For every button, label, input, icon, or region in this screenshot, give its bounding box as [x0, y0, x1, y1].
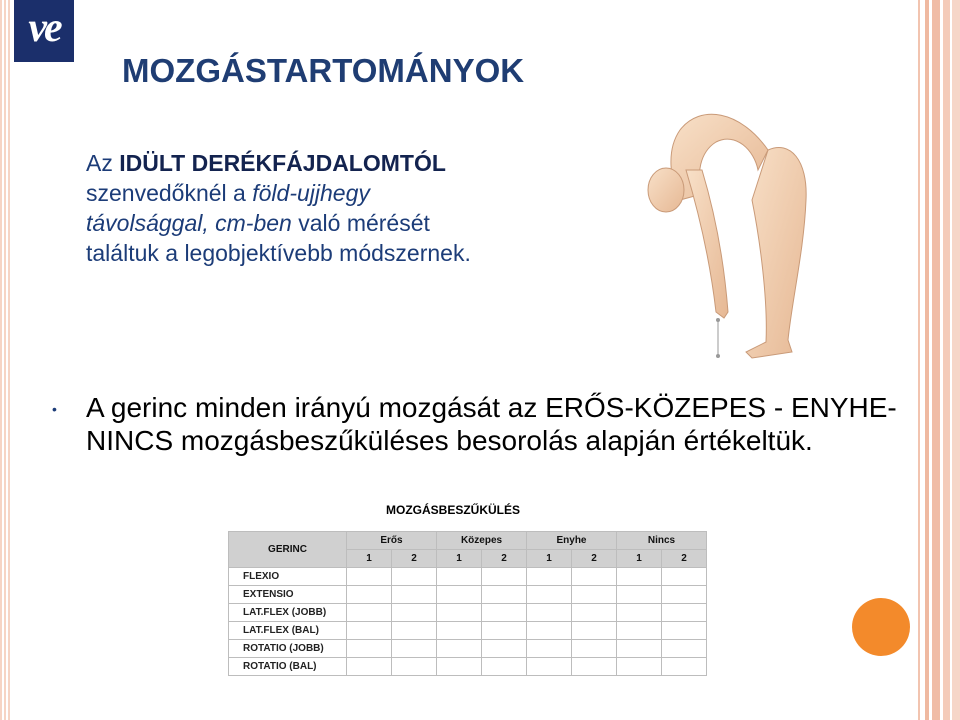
table-cell[interactable] [527, 604, 572, 622]
table-cell[interactable] [617, 622, 662, 640]
row-header: GERINC [229, 532, 347, 568]
sub-header: 2 [662, 550, 707, 568]
intro-highlight: IDÜLT DERÉKFÁJDALOMTÓL [119, 150, 446, 176]
table-cell[interactable] [482, 622, 527, 640]
slide-title: MOZGÁSTARTOMÁNYOK [122, 52, 525, 89]
intro-prefix: Az [86, 150, 120, 176]
table-cell[interactable] [572, 568, 617, 586]
table-row [229, 658, 707, 676]
left-decorative-stripes [0, 0, 10, 720]
logo [14, 0, 74, 62]
table-cell[interactable] [437, 604, 482, 622]
table-group-header-row [229, 532, 707, 550]
sub-header: 1 [527, 550, 572, 568]
table-cell[interactable] [527, 640, 572, 658]
table-cell[interactable] [527, 658, 572, 676]
table-cell[interactable] [572, 586, 617, 604]
row-label: ROTATIO (JOBB) [229, 640, 347, 658]
table-row [229, 640, 707, 658]
intro-line2-b: föld-ujjhegy [252, 180, 370, 206]
table-cell[interactable] [617, 658, 662, 676]
table-cell[interactable] [437, 640, 482, 658]
table-cell[interactable] [617, 604, 662, 622]
table-row [229, 604, 707, 622]
row-label: LAT.FLEX (BAL) [229, 622, 347, 640]
forward-bend-figure [640, 90, 830, 365]
table-cell[interactable] [392, 622, 437, 640]
sub-header: 2 [572, 550, 617, 568]
table-cell[interactable] [662, 604, 707, 622]
sub-header: 2 [392, 550, 437, 568]
table-cell[interactable] [347, 604, 392, 622]
table-cell[interactable] [662, 658, 707, 676]
row-label: ROTATIO (BAL) [229, 658, 347, 676]
table-cell[interactable] [347, 640, 392, 658]
table-cell[interactable] [527, 586, 572, 604]
table-cell[interactable] [392, 640, 437, 658]
group-header: Erős [347, 532, 437, 550]
group-header: Nincs [617, 532, 707, 550]
table-row [229, 568, 707, 586]
row-label: EXTENSIO [229, 586, 347, 604]
table-row [229, 622, 707, 640]
table-cell[interactable] [617, 568, 662, 586]
table-cell[interactable] [437, 658, 482, 676]
table-cell[interactable] [392, 604, 437, 622]
sub-header: 1 [437, 550, 482, 568]
intro-line2-a: szenvedőknél a [86, 180, 253, 206]
table-row [229, 586, 707, 604]
table-cell[interactable] [347, 586, 392, 604]
bullet-text: A gerinc minden irányú mozgását az ERŐS-KÖZEPES - ENYHE-NINCS mozgásbeszűküléses besorolás alapján értékeltük. [86, 392, 897, 456]
table-cell[interactable] [482, 658, 527, 676]
intro-line3-a: távolsággal, cm-ben [86, 210, 292, 236]
table-cell[interactable] [527, 568, 572, 586]
table-cell[interactable] [392, 586, 437, 604]
row-label: FLEXIO [229, 568, 347, 586]
logo-text: ve [28, 5, 60, 51]
intro-line4: találtuk a legobjektívebb módszernek. [86, 240, 471, 266]
intro-paragraph [86, 148, 606, 268]
bullet-marker: • [52, 401, 57, 417]
group-header: Közepes [437, 532, 527, 550]
table-cell[interactable] [662, 568, 707, 586]
table-cell[interactable] [437, 568, 482, 586]
table-cell[interactable] [617, 586, 662, 604]
table-cell[interactable] [482, 604, 527, 622]
group-header: Enyhe [527, 532, 617, 550]
table-cell[interactable] [437, 622, 482, 640]
table-caption: MOZGÁSBESZŰKÜLÉS [386, 503, 521, 517]
table-cell[interactable] [437, 586, 482, 604]
table-cell[interactable] [617, 640, 662, 658]
sub-header: 2 [482, 550, 527, 568]
table-cell[interactable] [662, 640, 707, 658]
table-cell[interactable] [572, 622, 617, 640]
table-cell[interactable] [392, 568, 437, 586]
sub-header: 1 [347, 550, 392, 568]
sub-header: 1 [617, 550, 662, 568]
table-cell[interactable] [662, 586, 707, 604]
row-label: LAT.FLEX (JOBB) [229, 604, 347, 622]
mobility-table [228, 531, 707, 676]
table-cell[interactable] [662, 622, 707, 640]
table-cell[interactable] [347, 568, 392, 586]
table-cell[interactable] [572, 604, 617, 622]
table-cell[interactable] [572, 640, 617, 658]
table-cell[interactable] [347, 658, 392, 676]
intro-line3-b: való mérését [291, 210, 430, 236]
table-cell[interactable] [482, 640, 527, 658]
right-decorative-stripes [912, 0, 960, 720]
table-cell[interactable] [392, 658, 437, 676]
orange-circle-decoration [852, 598, 910, 656]
table-cell[interactable] [482, 568, 527, 586]
table-cell[interactable] [572, 658, 617, 676]
table-cell[interactable] [527, 622, 572, 640]
table-cell[interactable] [347, 622, 392, 640]
table-cell[interactable] [482, 586, 527, 604]
